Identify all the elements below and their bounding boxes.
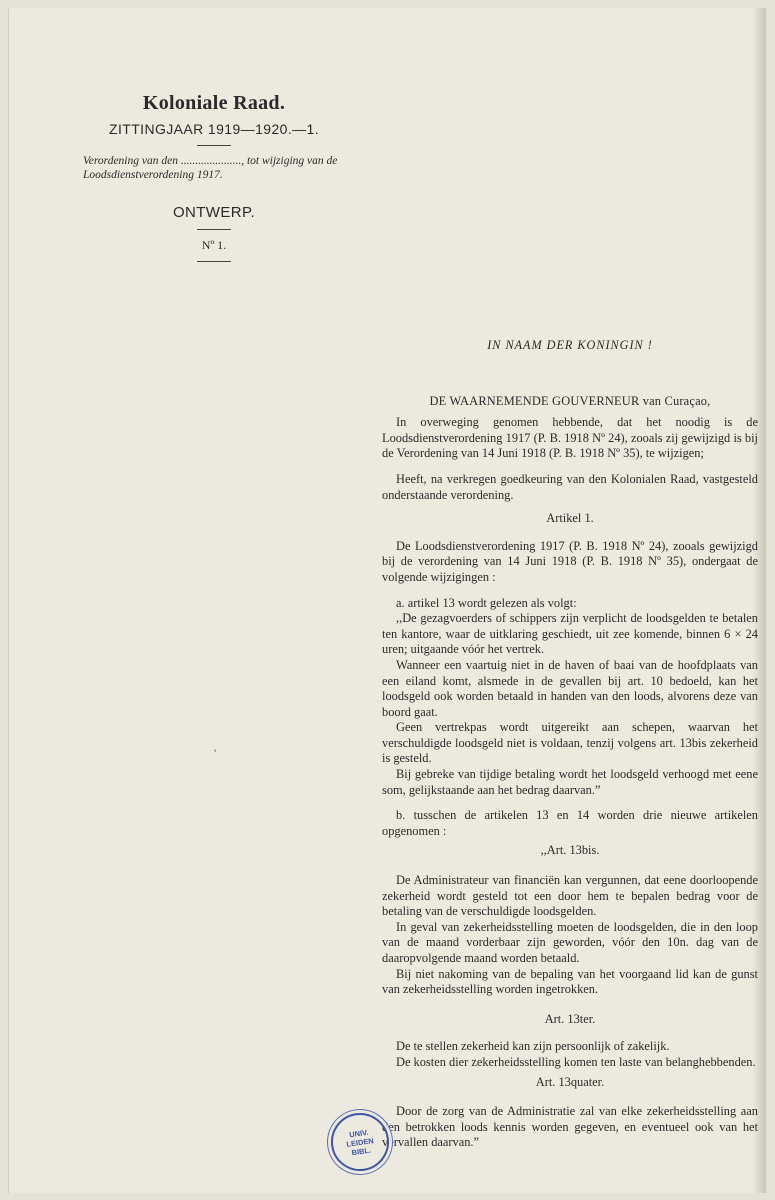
stamp-line: BIBL. — [350, 1145, 372, 1157]
draft-number: Nº 1. — [201, 238, 227, 252]
article-paragraph: De kosten dier zekerheidsstelling komen ten laste van belanghebbenden. — [396, 1054, 756, 1069]
considering-paragraph: In overweging genomen hebbende, dat het noodig is de Loodsdienstverordening 1917 (P. B. 1918 Nº 24), zooals zij gewijzigd is bij de Verordening van 14 Juni 1918 (P. B. 1918 Nº 35), te wijzigen; — [382, 415, 758, 461]
regulation-text — [382, 338, 758, 1151]
divider — [197, 261, 231, 262]
document-page — [8, 8, 766, 1193]
approval-paragraph: Heeft, na verkregen goedkeuring van den Kolonialen Raad, vastgesteld onderstaande verordening. — [382, 471, 758, 502]
session-year: ZITTINGJAAR 1919—1920.—1. — [109, 121, 319, 137]
article-paragraph: De Administrateur van financiën kan vergunnen, dat eene doorloopende zekerheid wordt gesteld tot een door hem te bepalen bedrag voor de betaling van de verschuldigde loodsgelden. — [382, 873, 758, 919]
item-a-paragraph: Geen vertrekpas wordt uitgereikt aan schepen, waarvan het verschuldigde loodsgeld niet is voldaan, tenzij volgens art. 13bis zekerheid is gesteld. — [382, 720, 758, 766]
article-heading: Art. 13ter. — [544, 1011, 596, 1026]
article-heading: Art. 13quater. — [535, 1074, 605, 1089]
article-paragraph: Door de zorg van de Administratie zal van elke zekerheidsstelling aan den betrokken loods kennis worden gegeven, en eventueel ook van het vervallen daarvan.” — [382, 1104, 758, 1150]
item-a-paragraph: Bij gebreke van tijdige betaling wordt het loodsgeld verhoogd met eene som, gelijkstaande aan het bedrag daarvan.” — [382, 767, 758, 797]
governor-line: DE WAARNEMENDE GOUVERNEUR van Curaçao, — [429, 393, 711, 408]
margin-mark: ' — [214, 746, 217, 760]
divider — [197, 145, 231, 146]
invocation: IN NAAM DER KONINGIN ! — [487, 338, 653, 352]
article-heading: ,,Art. 13bis. — [540, 843, 600, 858]
header-block — [83, 92, 345, 270]
article-paragraph: In geval van zekerheidsstelling moeten de loodsgelden, die in den loop van de maand vorderbaar zijn geworden, vóór den 10n. dag van de daaropvolgende maand worden betaald. — [382, 919, 758, 965]
regulation-description: Verordening van den ....................., tot wijziging van de Loodsdienstverordening 1917. — [83, 155, 338, 181]
item-a-paragraph: Wanneer een vaartuig niet in de haven of baai van de hoofdplaats van een eiland komt, alsmede in de gevallen bij art. 10 bedoeld, kan het loodsgeld ook worden betaald in handen van den loods, alvorens deze van boord gaat. — [382, 657, 758, 719]
item-a-intro: a. artikel 13 wordt gelezen als volgt: — [396, 595, 577, 610]
article-heading: Artikel 1. — [546, 511, 594, 526]
article-intro: De Loodsdienstverordening 1917 (P. B. 1918 Nº 24), zooals gewijzigd bij de verordening van 14 Juni 1918 (P. B. 1918 Nº 35), ondergaat de volgende wijzigingen : — [382, 538, 758, 584]
stamp-line: LEIDEN — [345, 1135, 375, 1149]
draft-label: ONTWERP. — [172, 204, 256, 221]
stamp-line: UNIV. — [348, 1127, 369, 1139]
council-title: Koloniale Raad. — [142, 92, 286, 114]
divider — [197, 229, 231, 230]
article-paragraph: Bij niet nakoming van de bepaling van het voorgaand lid kan de gunst van zekerheidsstelling worden ingetrokken. — [382, 966, 758, 997]
item-a-paragraph: ,,De gezagvoerders of schippers zijn verplicht de loodsgelden te betalen ten kantore, waar de uitklaring geschiedt, uit zee komende, binnen 6 × 24 uren; uitgaande vóór het vertrek. — [382, 611, 758, 657]
article-paragraph: De te stellen zekerheid kan zijn persoonlijk of zakelijk. — [396, 1039, 670, 1054]
item-b-intro: b. tusschen de artikelen 13 en 14 worden drie nieuwe artikelen opgenomen : — [382, 808, 758, 838]
